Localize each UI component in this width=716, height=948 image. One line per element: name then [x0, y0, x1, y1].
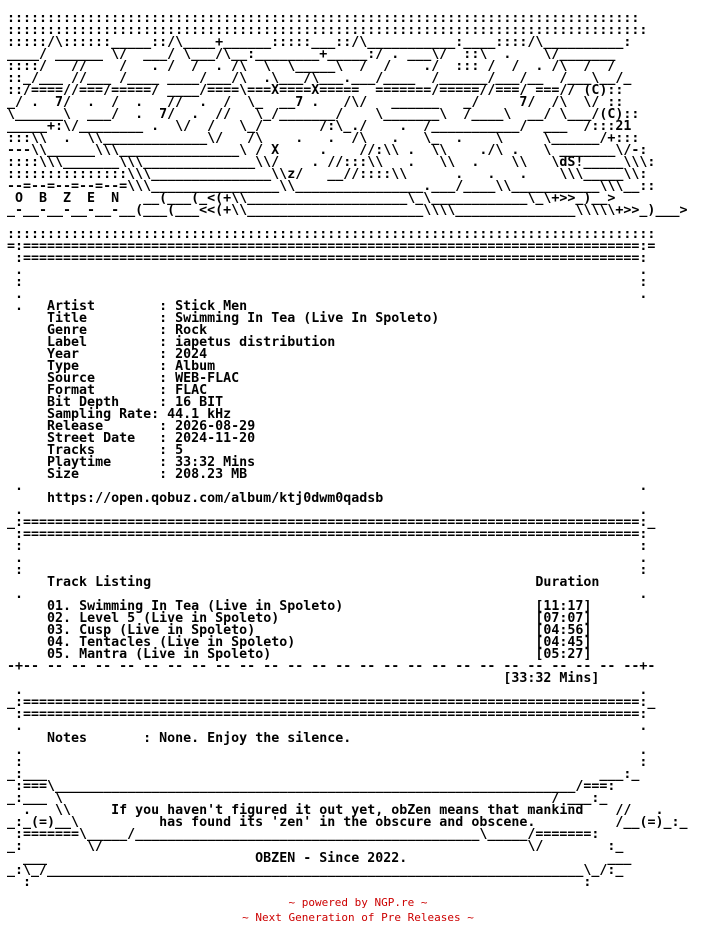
footer-powered-by[interactable]: ~ powered by NGP.re ~	[288, 896, 428, 909]
info-row-sampling-rate: Sampling Rate: 44.1 kHz	[47, 407, 232, 422]
track-duration: [04:45]	[535, 635, 592, 650]
label-genre: Genre	[47, 323, 88, 338]
label-label: Label	[47, 335, 88, 350]
value-bit-depth: 16 BIT	[175, 395, 224, 410]
info-row-source: Source : WEB-FLAC	[47, 371, 240, 386]
double-divider: =:=============================================================================:=	[7, 239, 656, 254]
double-divider: :=============================================================================:	[7, 707, 656, 722]
track-title: Level 5 (Live in Spoleto)	[79, 611, 280, 626]
track-number: 02.	[47, 611, 72, 626]
frame-line: _:\_/___________________________________________________________________\_/:_	[7, 863, 624, 878]
border-line: . .	[7, 551, 656, 566]
track-duration: [07:07]	[535, 611, 592, 626]
info-row-bit-depth: Bit Depth : 16 BIT	[47, 395, 224, 410]
info-row-format: Format : FLAC	[47, 383, 208, 398]
track-title: Mantra (Live in Spoleto)	[79, 647, 272, 662]
art-line: _____+:\/________ . \/ / \_/ /:\_./ . /___________/ ___ /:::21	[7, 119, 632, 134]
track-number: 03.	[47, 623, 72, 638]
frame-line: _:___ ___:_	[7, 767, 640, 782]
track-number: 05.	[47, 647, 72, 662]
notes-row: Notes : None. Enjoy the silence.	[47, 731, 352, 746]
art-line: ::::::::::::::::::::::::::::::::::::::::::::::::::::::::::::::::::::::::::::::::	[7, 23, 648, 38]
closing-line-1: If you haven't figured it out yet, obZen means that mankind	[111, 803, 584, 818]
border-line: : :	[7, 755, 656, 770]
value-type: Album	[175, 359, 216, 374]
art-line: --=--=--=--=--=\\\________________\\________________.___/____\\___________\\\__::	[7, 179, 656, 194]
label-title: Title	[47, 311, 88, 326]
track-title: Tentacles (Live in Spoleto)	[79, 635, 296, 650]
signature: OBZEN - Since 2022.	[255, 851, 408, 866]
border-line: . .	[7, 719, 656, 734]
track-title: Swimming In Tea (Live in Spoleto)	[79, 599, 344, 614]
value-tracks: 5	[175, 443, 184, 458]
value-artist: Stick Men	[175, 299, 248, 314]
info-row-genre: Genre : Rock	[47, 323, 208, 338]
info-row-artist: . Artist : Stick Men	[7, 299, 248, 314]
art-line: ::::\\\_______\\\______________\\/ . //:::\\ . \\ . \\ \dS!_____\\\:	[7, 155, 656, 170]
border-line: . .	[7, 479, 656, 494]
art-line: _/ . 7/ . / . // . / \_ __7 . /\/ ______ _/ 7/ /\ \/ ::	[7, 95, 624, 110]
double-divider: _:=============================================================================:_	[7, 515, 656, 530]
art-line: _-__-__-__-__-__(___(___<<(+\\______________________\\\\_______________\\\\\+>>_)___>	[7, 203, 688, 218]
label-playtime: Playtime	[47, 455, 112, 470]
border-line: : :	[7, 275, 656, 290]
info-row-playtime: Playtime : 33:32 Mins	[47, 455, 256, 470]
label-artist: Artist	[47, 299, 96, 314]
art-line: :::::::::::::::::::::::::::::::::::::::::::::::::::::::::::::::::::::::::::::::	[7, 11, 640, 26]
art-line: O B Z E N __(___(_<(+\\____________________\_\____________\_\+>>_)__>	[7, 191, 616, 206]
info-row-title: Title : Swimming In Tea (Live In Spoleto)	[47, 311, 440, 326]
info-row-release: Release : 2026-08-29	[47, 419, 256, 434]
art-line: :::::/\::::::_____::/\____+______:::::___::/\___________:____::::/\__________:	[7, 35, 632, 50]
label-release: Release	[47, 419, 104, 434]
info-row-size: Size : 208.23 MB	[47, 467, 248, 482]
dash-divider: -+-- -- -- -- -- -- -- -- -- -- -- -- -- -- -- -- -- -- -- -- -- -- -- -- -- --+-	[7, 659, 656, 674]
signature-row: ___ OBZEN - Since 2022. ___	[7, 851, 648, 866]
track-number: 01.	[47, 599, 72, 614]
frame-line: : :	[7, 875, 608, 890]
frame-line: _:___ \ / ___:_	[7, 791, 608, 806]
border-line: . .	[7, 683, 656, 698]
art-line: \______\ ___/ . 7/ . // \_/_______/ \_______\ /____\ __/ \___/(C)::	[7, 107, 640, 122]
info-row-street-date: Street Date : 2024-11-20	[47, 431, 256, 446]
label-year: Year	[47, 347, 80, 362]
double-divider: _:=============================================================================:_	[7, 695, 656, 710]
frame-line: :===\_________________________________________________________________/===:	[7, 779, 624, 794]
value-source: WEB-FLAC	[175, 371, 240, 386]
notes-label: Notes	[47, 731, 88, 746]
art-line: :::\\ . \\_____________\/ /\ . . /\ . \_ . \ \______/+:::	[7, 131, 640, 146]
art-line: ---\\______\\\_______________\ / X . //:\\ . \\ ./\ . \ _______\/-:	[7, 143, 648, 158]
label-source: Source	[47, 371, 96, 386]
tracklist-heading: Track Listing	[47, 575, 152, 590]
notes-text: None. Enjoy the silence.	[159, 731, 352, 746]
value-year: 2024	[175, 347, 208, 362]
label-bit-depth: Bit Depth	[47, 395, 120, 410]
value-street-date: 2024-11-20	[175, 431, 256, 446]
nfo-document	[7, 13, 687, 889]
art-line: ::::/ // / . / / . /\ \ \_____\ / / ./ ::: / / . /\ / /	[7, 59, 616, 74]
border-line: : :	[7, 563, 656, 578]
label-sampling-rate: Sampling Rate	[47, 407, 152, 422]
double-divider: :=============================================================================:	[7, 251, 656, 266]
track-duration: [04:56]	[535, 623, 592, 638]
frame-line: _: \/ \/ :_	[7, 839, 624, 854]
track-duration: [05:27]	[535, 647, 592, 662]
value-format: FLAC	[175, 383, 208, 398]
art-line: :::::::::::::::\\\_______________\\z/ __//::::\\ . . . \\\_____\\:	[7, 167, 648, 182]
footer	[0, 895, 716, 925]
art-line: ____/ ______ \/ ___/ \___/\__:________+_____:/ . ___\/ ::\ . \/_______	[7, 47, 616, 62]
info-row-tracks: Tracks : 5	[47, 443, 184, 458]
value-playtime: 33:32 Mins	[175, 455, 256, 470]
album-link[interactable]: https://open.qobuz.com/album/ktj0dwm0qadsb	[47, 491, 384, 506]
border-line: . .	[7, 743, 656, 758]
border-line: . .	[7, 263, 656, 278]
art-line: ::/====//===/=====/ ____/====\===X====X===== =======/=====//===/ ===// (C)::	[7, 83, 624, 98]
closing-row-1: . \\ If you haven't figured it out yet, obZen means that mankind // .	[7, 803, 680, 818]
label-tracks: Tracks	[47, 443, 96, 458]
value-size: 208.23 MB	[175, 467, 248, 482]
value-genre: Rock	[175, 323, 208, 338]
total-duration: [33:32 Mins]	[503, 671, 600, 686]
track-number: 04.	[47, 635, 72, 650]
footer-tagline: ~ Next Generation of Pre Releases ~	[242, 911, 474, 924]
closing-row-2: _:_(=)__\ has found its 'zen' in the obscure and obscene. /__(=)_:_	[7, 815, 688, 830]
border-line: . .	[7, 587, 656, 602]
art-line: ::_/___ //___ /____ ____/___/\ .\___/\___.___/____ /______/___/__ /___\__/_	[7, 71, 632, 86]
border-line: . .	[7, 287, 656, 302]
frame-line: :=======\_____/___________________________________________\_____/=======:	[7, 827, 608, 842]
label-size: Size	[47, 467, 80, 482]
value-title: Swimming In Tea (Live In Spoleto)	[175, 311, 440, 326]
value-label: iapetus distribution	[175, 335, 336, 350]
label-format: Format	[47, 383, 96, 398]
dots-divider: :::::::::::::::::::::::::::::::::::::::::::::::::::::::::::::::::::::::::::::::::	[7, 227, 656, 242]
border-line: : :	[7, 539, 656, 554]
info-row-year: Year : 2024	[47, 347, 208, 362]
duration-heading: Duration	[535, 575, 600, 590]
info-row-type: Type : Album	[47, 359, 216, 374]
double-divider: :=============================================================================:	[7, 527, 656, 542]
border-line: . .	[7, 503, 656, 518]
closing-line-2: has found its 'zen' in the obscure and obscene.	[159, 815, 536, 830]
value-release: 2026-08-29	[175, 419, 256, 434]
label-street-date: Street Date	[47, 431, 136, 446]
label-type: Type	[47, 359, 80, 374]
info-row-label: Label : iapetus distribution	[47, 335, 336, 350]
track-title: Cusp (Live in Spoleto)	[79, 623, 256, 638]
track-duration: [11:17]	[535, 599, 592, 614]
value-sampling-rate: 44.1 kHz	[167, 407, 232, 422]
